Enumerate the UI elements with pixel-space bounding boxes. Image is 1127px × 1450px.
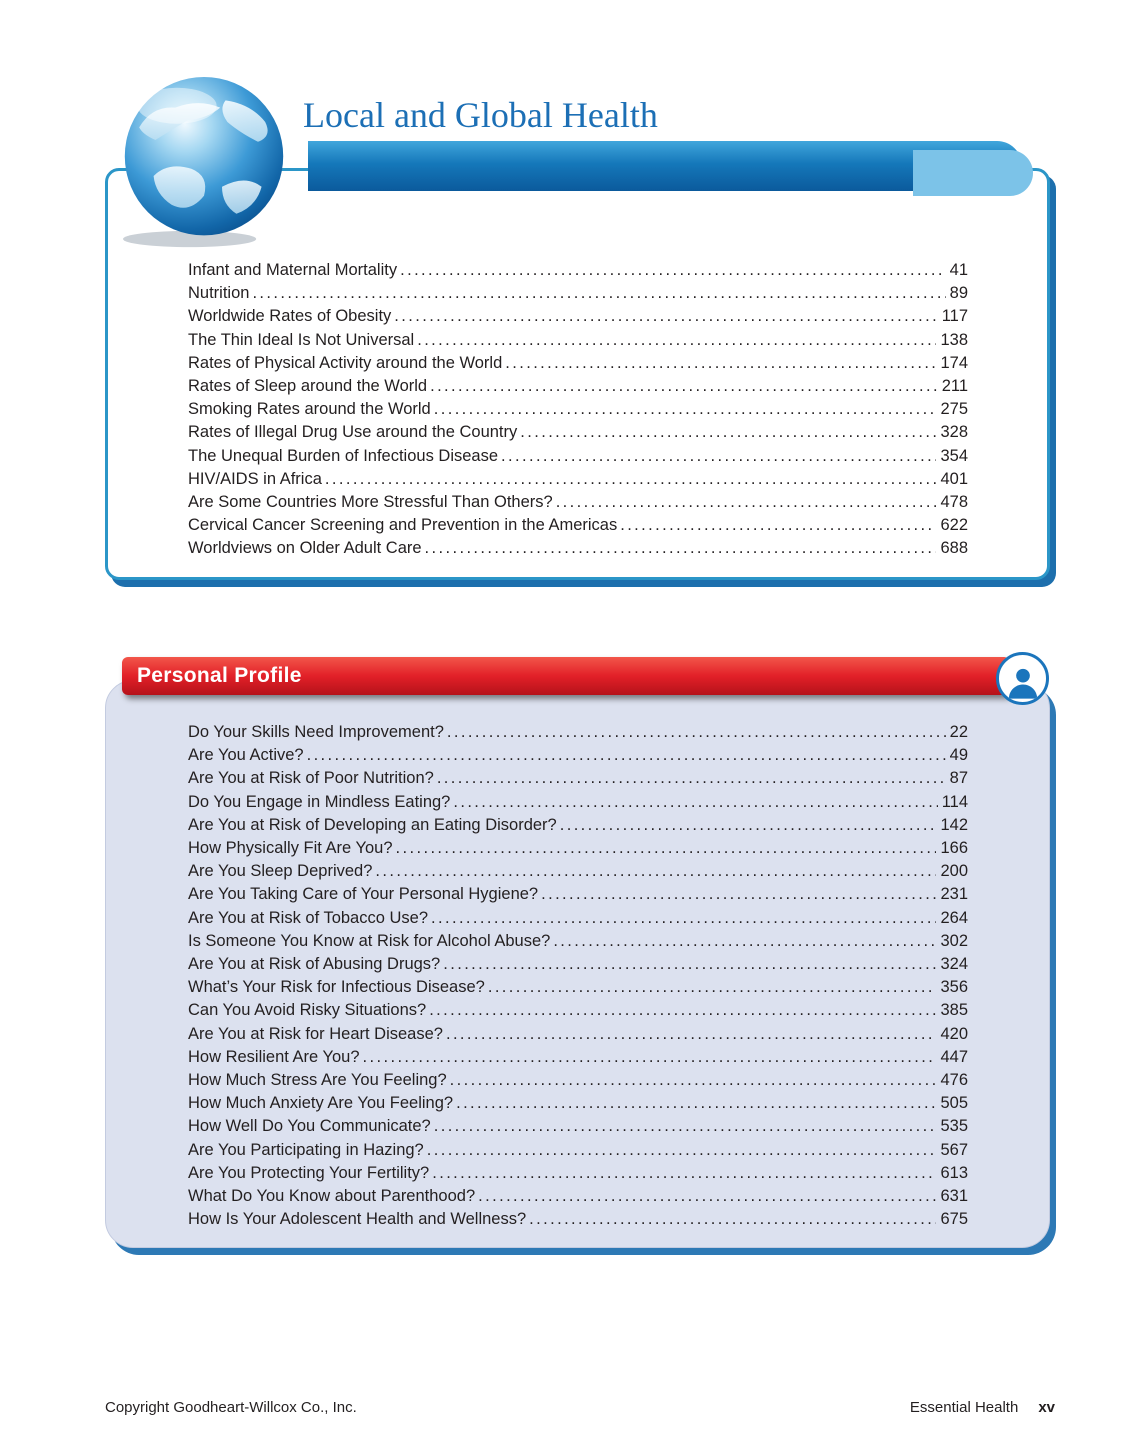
toc-entry bbox=[188, 468, 968, 491]
toc-entry-label: Cervical Cancer Screening and Prevention in the Americas bbox=[188, 516, 618, 535]
toc-dot-leader bbox=[453, 791, 937, 814]
personal-profile-toc-list bbox=[188, 721, 968, 1231]
toc-entry-page: 200 bbox=[940, 862, 968, 881]
toc-dot-leader bbox=[434, 398, 937, 421]
toc-entry-label: Can You Avoid Risky Situations? bbox=[188, 1001, 427, 1020]
toc-entry-label: Do Your Skills Need Improvement? bbox=[188, 723, 444, 741]
toc-entry-label: Nutrition bbox=[188, 284, 250, 303]
toc-dot-leader bbox=[556, 491, 937, 514]
toc-entry-page: 138 bbox=[940, 330, 968, 349]
toc-entry-page: 211 bbox=[941, 377, 968, 396]
toc-entry-page: 535 bbox=[940, 1117, 968, 1136]
toc-dot-leader bbox=[443, 953, 936, 976]
toc-dot-leader bbox=[431, 907, 936, 930]
toc-entry bbox=[188, 907, 968, 930]
toc-dot-leader bbox=[425, 537, 937, 560]
toc-entry-page: 401 bbox=[940, 469, 968, 488]
toc-entry-label: How Much Anxiety Are You Feeling? bbox=[188, 1094, 454, 1113]
toc-entry-page: 264 bbox=[940, 908, 968, 927]
toc-dot-leader bbox=[501, 445, 936, 468]
toc-entry bbox=[188, 721, 968, 744]
toc-entry-page: 476 bbox=[940, 1071, 968, 1090]
toc-entry bbox=[188, 744, 968, 767]
toc-dot-leader bbox=[252, 282, 945, 305]
toc-entry bbox=[188, 421, 968, 444]
toc-dot-leader bbox=[394, 305, 937, 328]
toc-entry-label: Is Someone You Know at Risk for Alcohol Abuse? bbox=[188, 931, 551, 950]
toc-entry bbox=[188, 860, 968, 883]
toc-entry bbox=[188, 976, 968, 999]
toc-entry-label: What Do You Know about Parenthood? bbox=[188, 1187, 476, 1206]
toc-entry bbox=[188, 398, 968, 421]
toc-entry bbox=[188, 930, 968, 953]
toc-entry-page: 114 bbox=[941, 792, 968, 811]
toc-entry-label: Are You at Risk of Abusing Drugs? bbox=[188, 955, 441, 974]
toc-entry bbox=[188, 883, 968, 906]
toc-entry-page: 675 bbox=[940, 1210, 968, 1229]
toc-entry-label: Rates of Sleep around the World bbox=[188, 377, 428, 396]
toc-entry-label: Are You Active? bbox=[188, 746, 304, 765]
toc-dot-leader bbox=[434, 1115, 937, 1138]
footer-copyright: Copyright Goodheart-Willcox Co., Inc. bbox=[105, 1399, 357, 1416]
toc-dot-leader bbox=[375, 860, 936, 883]
personal-profile-box bbox=[105, 680, 1050, 1248]
toc-dot-leader bbox=[478, 1185, 936, 1208]
globe-icon bbox=[114, 68, 294, 248]
toc-entry-label: How Well Do You Communicate? bbox=[188, 1117, 431, 1136]
personal-profile-banner bbox=[122, 657, 1010, 695]
toc-entry-page: 49 bbox=[949, 746, 968, 765]
toc-entry bbox=[188, 537, 968, 560]
toc-entry bbox=[188, 514, 968, 537]
toc-dot-leader bbox=[553, 930, 936, 953]
toc-dot-leader bbox=[560, 814, 937, 837]
toc-entry-label: Are You at Risk for Heart Disease? bbox=[188, 1024, 443, 1043]
toc-entry-page: 622 bbox=[940, 516, 968, 535]
section-title-personal-profile: Personal Profile bbox=[137, 664, 302, 687]
toc-entry-label: Worldviews on Older Adult Care bbox=[188, 539, 422, 558]
toc-entry-page: 505 bbox=[940, 1094, 968, 1113]
toc-entry-page: 41 bbox=[949, 261, 968, 279]
toc-dot-leader bbox=[363, 1046, 937, 1069]
toc-entry bbox=[188, 999, 968, 1022]
toc-dot-leader bbox=[307, 744, 946, 767]
toc-entry-page: 302 bbox=[940, 931, 968, 950]
toc-entry-page: 324 bbox=[940, 955, 968, 974]
toc-entry-label: Are You Participating in Hazing? bbox=[188, 1140, 424, 1159]
toc-entry bbox=[188, 329, 968, 352]
global-health-toc-list bbox=[188, 259, 968, 561]
toc-entry-label: Infant and Maternal Mortality bbox=[188, 261, 398, 279]
toc-entry bbox=[188, 352, 968, 375]
toc-entry bbox=[188, 791, 968, 814]
toc-dot-leader bbox=[447, 721, 946, 744]
toc-entry-page: 688 bbox=[940, 539, 968, 558]
toc-dot-leader bbox=[488, 976, 937, 999]
toc-entry-label: Are You at Risk of Developing an Eating Disorder? bbox=[188, 815, 557, 834]
toc-dot-leader bbox=[430, 375, 938, 398]
toc-entry-label: How Resilient Are You? bbox=[188, 1047, 360, 1066]
toc-dot-leader bbox=[450, 1069, 937, 1092]
toc-entry-label: Rates of Illegal Drug Use around the Country bbox=[188, 423, 518, 442]
toc-entry-page: 356 bbox=[940, 978, 968, 997]
toc-dot-leader bbox=[446, 1023, 937, 1046]
toc-entry-label: What’s Your Risk for Infectious Disease? bbox=[188, 978, 485, 997]
toc-dot-leader bbox=[505, 352, 936, 375]
toc-entry-label: Are You Sleep Deprived? bbox=[188, 862, 373, 881]
toc-entry-page: 328 bbox=[940, 423, 968, 442]
toc-entry-label: HIV/AIDS in Africa bbox=[188, 469, 322, 488]
toc-entry bbox=[188, 1139, 968, 1162]
toc-entry-page: 142 bbox=[940, 815, 968, 834]
toc-entry-label: Smoking Rates around the World bbox=[188, 400, 431, 419]
toc-entry bbox=[188, 282, 968, 305]
toc-entry-page: 89 bbox=[949, 284, 968, 303]
toc-entry-label: Rates of Physical Activity around the World bbox=[188, 353, 503, 372]
toc-entry-label: The Unequal Burden of Infectious Disease bbox=[188, 446, 499, 465]
toc-entry bbox=[188, 491, 968, 514]
toc-dot-leader bbox=[520, 421, 936, 444]
toc-entry-page: 117 bbox=[941, 307, 968, 326]
toc-dot-leader bbox=[429, 999, 936, 1022]
toc-entry-page: 22 bbox=[949, 723, 968, 741]
toc-entry-page: 447 bbox=[940, 1047, 968, 1066]
toc-entry-label: Worldwide Rates of Obesity bbox=[188, 307, 392, 326]
toc-dot-leader bbox=[620, 514, 936, 537]
toc-entry-label: Are You Protecting Your Fertility? bbox=[188, 1163, 430, 1182]
toc-entry-page: 231 bbox=[940, 885, 968, 904]
toc-entry-page: 174 bbox=[940, 353, 968, 372]
toc-entry-page: 613 bbox=[940, 1163, 968, 1182]
toc-dot-leader bbox=[325, 468, 937, 491]
toc-dot-leader bbox=[529, 1208, 936, 1231]
toc-entry bbox=[188, 1069, 968, 1092]
toc-entry bbox=[188, 259, 968, 282]
toc-entry bbox=[188, 305, 968, 328]
toc-dot-leader bbox=[456, 1092, 936, 1115]
toc-entry bbox=[188, 953, 968, 976]
toc-entry-page: 354 bbox=[940, 446, 968, 465]
toc-entry bbox=[188, 375, 968, 398]
toc-entry bbox=[188, 1208, 968, 1231]
toc-entry-label: Are You at Risk of Tobacco Use? bbox=[188, 908, 429, 927]
toc-dot-leader bbox=[396, 837, 937, 860]
person-icon bbox=[996, 652, 1049, 705]
toc-entry-page: 567 bbox=[940, 1140, 968, 1159]
toc-entry-page: 478 bbox=[940, 493, 968, 512]
global-health-banner bbox=[308, 141, 1022, 191]
toc-entry-label: Do You Engage in Mindless Eating? bbox=[188, 792, 451, 811]
toc-entry bbox=[188, 1185, 968, 1208]
footer-page-number: xv bbox=[1038, 1399, 1055, 1416]
toc-dot-leader bbox=[417, 329, 936, 352]
toc-entry-page: 420 bbox=[940, 1024, 968, 1043]
toc-entry-label: How Much Stress Are You Feeling? bbox=[188, 1071, 447, 1090]
toc-entry-label: How Physically Fit Are You? bbox=[188, 839, 393, 858]
toc-entry-page: 275 bbox=[940, 400, 968, 419]
footer-right bbox=[910, 1399, 1055, 1416]
toc-entry bbox=[188, 445, 968, 468]
footer-book-title: Essential Health bbox=[909, 1399, 1019, 1416]
toc-entry-label: Are Some Countries More Stressful Than Others? bbox=[188, 493, 553, 512]
toc-dot-leader bbox=[427, 1139, 937, 1162]
toc-dot-leader bbox=[541, 883, 936, 906]
toc-entry bbox=[188, 1115, 968, 1138]
toc-entry bbox=[188, 1092, 968, 1115]
toc-entry-label: Are You Taking Care of Your Personal Hygiene? bbox=[188, 885, 539, 904]
toc-dot-leader bbox=[400, 259, 946, 282]
toc-entry-label: Are You at Risk of Poor Nutrition? bbox=[188, 769, 434, 788]
toc-dot-leader bbox=[437, 767, 946, 790]
toc-entry bbox=[188, 1162, 968, 1185]
toc-dot-leader bbox=[432, 1162, 936, 1185]
toc-entry-page: 166 bbox=[940, 839, 968, 858]
toc-entry-page: 631 bbox=[940, 1187, 968, 1206]
toc-entry bbox=[188, 837, 968, 860]
toc-entry bbox=[188, 767, 968, 790]
toc-entry bbox=[188, 1046, 968, 1069]
section-title-global-health: Local and Global Health bbox=[303, 95, 658, 135]
toc-entry bbox=[188, 1023, 968, 1046]
toc-entry-label: How Is Your Adolescent Health and Wellness? bbox=[188, 1210, 527, 1229]
toc-entry bbox=[188, 814, 968, 837]
toc-entry-label: The Thin Ideal Is Not Universal bbox=[188, 330, 415, 349]
toc-entry-page: 385 bbox=[940, 1001, 968, 1020]
toc-entry-page: 87 bbox=[949, 769, 968, 788]
